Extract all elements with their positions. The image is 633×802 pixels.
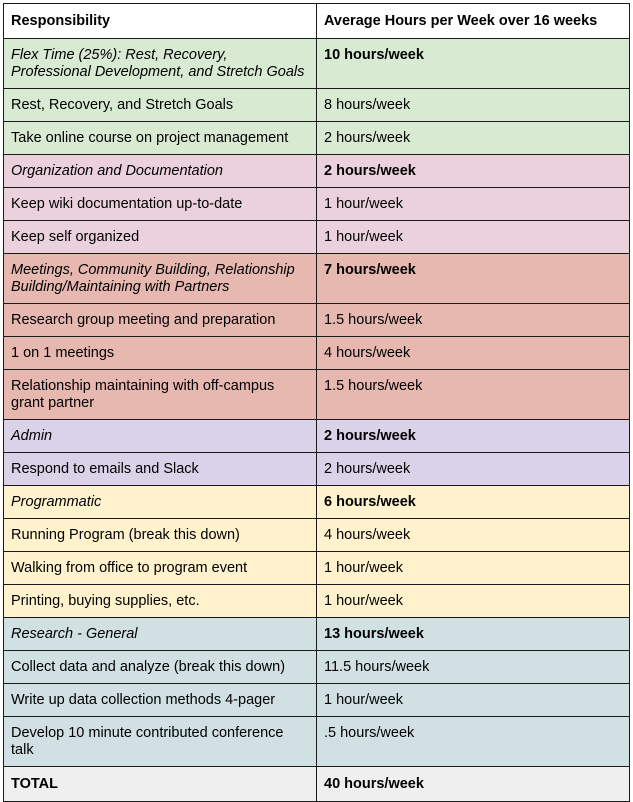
responsibility-cell: Admin bbox=[4, 420, 317, 453]
hours-cell: 6 hours/week bbox=[317, 486, 630, 519]
hours-cell: 11.5 hours/week bbox=[317, 651, 630, 684]
header-average-hours: Average Hours per Week over 16 weeks bbox=[317, 4, 630, 39]
hours-cell: 2 hours/week bbox=[317, 155, 630, 188]
responsibility-cell: 1 on 1 meetings bbox=[4, 337, 317, 370]
responsibility-cell: Develop 10 minute contributed conference talk bbox=[4, 717, 317, 767]
table-row bbox=[4, 304, 630, 337]
section-row bbox=[4, 39, 630, 89]
hours-cell: 1 hour/week bbox=[317, 585, 630, 618]
hours-cell: 1.5 hours/week bbox=[317, 370, 630, 420]
table-row bbox=[4, 89, 630, 122]
table-row bbox=[4, 585, 630, 618]
table-body bbox=[4, 39, 630, 802]
table-row bbox=[4, 684, 630, 717]
responsibility-hours-table bbox=[3, 3, 630, 802]
section-row bbox=[4, 155, 630, 188]
table-row bbox=[4, 221, 630, 254]
hours-cell: 1 hour/week bbox=[317, 188, 630, 221]
hours-cell: 13 hours/week bbox=[317, 618, 630, 651]
hours-cell: 10 hours/week bbox=[317, 39, 630, 89]
responsibility-cell: Relationship maintaining with off-campus grant partner bbox=[4, 370, 317, 420]
responsibility-cell: Programmatic bbox=[4, 486, 317, 519]
responsibility-cell: Write up data collection methods 4-pager bbox=[4, 684, 317, 717]
responsibility-cell: Organization and Documentation bbox=[4, 155, 317, 188]
responsibility-cell: Research - General bbox=[4, 618, 317, 651]
responsibility-cell: Walking from office to program event bbox=[4, 552, 317, 585]
table-row bbox=[4, 552, 630, 585]
table-row bbox=[4, 717, 630, 767]
hours-cell: .5 hours/week bbox=[317, 717, 630, 767]
responsibility-cell: Running Program (break this down) bbox=[4, 519, 317, 552]
header-responsibility: Responsibility bbox=[4, 4, 317, 39]
total-row bbox=[4, 767, 630, 802]
table-row bbox=[4, 188, 630, 221]
table-row bbox=[4, 453, 630, 486]
responsibility-cell: Collect data and analyze (break this down) bbox=[4, 651, 317, 684]
responsibility-cell: Meetings, Community Building, Relationship Building/Maintaining with Partners bbox=[4, 254, 317, 304]
responsibility-cell: Take online course on project management bbox=[4, 122, 317, 155]
hours-cell: 1 hour/week bbox=[317, 552, 630, 585]
responsibility-cell: Keep wiki documentation up-to-date bbox=[4, 188, 317, 221]
responsibility-cell: TOTAL bbox=[4, 767, 317, 802]
responsibility-cell: Respond to emails and Slack bbox=[4, 453, 317, 486]
hours-cell: 1 hour/week bbox=[317, 221, 630, 254]
hours-cell: 1 hour/week bbox=[317, 684, 630, 717]
responsibility-cell: Research group meeting and preparation bbox=[4, 304, 317, 337]
hours-cell: 40 hours/week bbox=[317, 767, 630, 802]
hours-cell: 2 hours/week bbox=[317, 420, 630, 453]
table-row bbox=[4, 651, 630, 684]
table-row bbox=[4, 122, 630, 155]
hours-cell: 1.5 hours/week bbox=[317, 304, 630, 337]
hours-cell: 8 hours/week bbox=[317, 89, 630, 122]
section-row bbox=[4, 618, 630, 651]
hours-cell: 7 hours/week bbox=[317, 254, 630, 304]
responsibility-cell: Keep self organized bbox=[4, 221, 317, 254]
responsibility-cell: Rest, Recovery, and Stretch Goals bbox=[4, 89, 317, 122]
section-row bbox=[4, 486, 630, 519]
table-row bbox=[4, 370, 630, 420]
responsibility-cell: Printing, buying supplies, etc. bbox=[4, 585, 317, 618]
hours-cell: 2 hours/week bbox=[317, 453, 630, 486]
hours-cell: 4 hours/week bbox=[317, 337, 630, 370]
section-row bbox=[4, 420, 630, 453]
table-row bbox=[4, 519, 630, 552]
hours-cell: 2 hours/week bbox=[317, 122, 630, 155]
table-row bbox=[4, 337, 630, 370]
section-row bbox=[4, 254, 630, 304]
hours-cell: 4 hours/week bbox=[317, 519, 630, 552]
responsibility-cell: Flex Time (25%): Rest, Recovery, Professional Development, and Stretch Goals bbox=[4, 39, 317, 89]
header-row bbox=[4, 4, 630, 39]
